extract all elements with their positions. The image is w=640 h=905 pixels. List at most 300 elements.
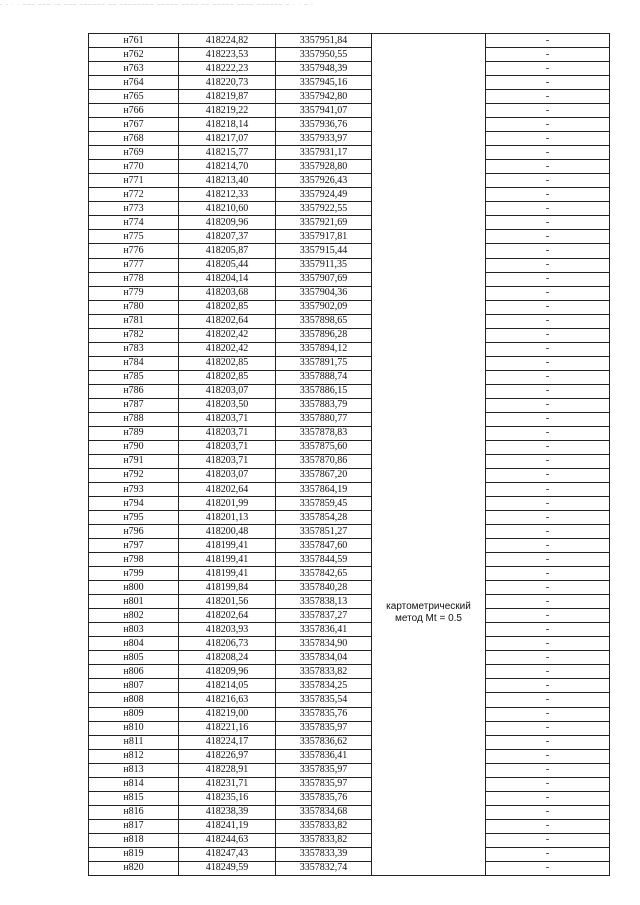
error-cell: - [486, 553, 610, 567]
point-id-cell: н786 [89, 384, 179, 398]
y-coordinate-cell: 3357917,81 [276, 230, 372, 244]
y-coordinate-cell: 3357834,68 [276, 805, 372, 819]
y-coordinate-cell: 3357836,62 [276, 735, 372, 749]
point-id-cell: н813 [89, 763, 179, 777]
table-row [89, 595, 610, 609]
error-cell: - [486, 819, 610, 833]
y-coordinate-cell: 3357832,74 [276, 861, 372, 875]
y-coordinate-cell: 3357842,65 [276, 567, 372, 581]
error-cell: - [486, 216, 610, 230]
error-cell: - [486, 721, 610, 735]
error-cell: - [486, 735, 610, 749]
error-cell: - [486, 244, 610, 258]
error-cell: - [486, 356, 610, 370]
y-coordinate-cell: 3357950,55 [276, 48, 372, 62]
table-row [89, 861, 610, 875]
point-id-cell: н770 [89, 160, 179, 174]
table-row [89, 244, 610, 258]
table-row [89, 567, 610, 581]
x-coordinate-cell: 418228,91 [179, 763, 276, 777]
error-cell: - [486, 426, 610, 440]
x-coordinate-cell: 418202,85 [179, 356, 276, 370]
error-cell: - [486, 146, 610, 160]
error-cell: - [486, 525, 610, 539]
point-id-cell: н790 [89, 440, 179, 454]
table-row [89, 300, 610, 314]
x-coordinate-cell: 418199,41 [179, 567, 276, 581]
error-cell: - [486, 174, 610, 188]
x-coordinate-cell: 418203,71 [179, 454, 276, 468]
point-id-cell: н802 [89, 609, 179, 623]
point-id-cell: н791 [89, 454, 179, 468]
y-coordinate-cell: 3357911,35 [276, 258, 372, 272]
y-coordinate-cell: 3357891,75 [276, 356, 372, 370]
x-coordinate-cell: 418202,64 [179, 483, 276, 497]
y-coordinate-cell: 3357834,25 [276, 679, 372, 693]
x-coordinate-cell: 418235,16 [179, 791, 276, 805]
x-coordinate-cell: 418247,43 [179, 847, 276, 861]
y-coordinate-cell: 3357941,07 [276, 104, 372, 118]
y-coordinate-cell: 3357951,84 [276, 34, 372, 48]
y-coordinate-cell: 3357859,45 [276, 497, 372, 511]
x-coordinate-cell: 418202,85 [179, 370, 276, 384]
error-cell: - [486, 286, 610, 300]
table-row [89, 679, 610, 693]
table-row [89, 76, 610, 90]
table-row [89, 34, 610, 48]
y-coordinate-cell: 3357926,43 [276, 174, 372, 188]
x-coordinate-cell: 418202,64 [179, 314, 276, 328]
y-coordinate-cell: 3357948,39 [276, 62, 372, 76]
table-row [89, 777, 610, 791]
point-id-cell: н772 [89, 188, 179, 202]
error-cell: - [486, 468, 610, 482]
y-coordinate-cell: 3357902,09 [276, 300, 372, 314]
point-id-cell: н789 [89, 426, 179, 440]
table-row [89, 749, 610, 763]
error-cell: - [486, 300, 610, 314]
table-row [89, 651, 610, 665]
error-cell: - [486, 160, 610, 174]
point-id-cell: н776 [89, 244, 179, 258]
x-coordinate-cell: 418202,85 [179, 300, 276, 314]
x-coordinate-cell: 418203,71 [179, 440, 276, 454]
method-cell [372, 34, 486, 876]
x-coordinate-cell: 418214,70 [179, 160, 276, 174]
x-coordinate-cell: 418203,71 [179, 426, 276, 440]
table-row [89, 819, 610, 833]
table-row [89, 384, 610, 398]
point-id-cell: н780 [89, 300, 179, 314]
x-coordinate-cell: 418199,41 [179, 553, 276, 567]
point-id-cell: н785 [89, 370, 179, 384]
x-coordinate-cell: 418203,50 [179, 398, 276, 412]
y-coordinate-cell: 3357886,15 [276, 384, 372, 398]
error-cell: - [486, 791, 610, 805]
point-id-cell: н793 [89, 483, 179, 497]
point-id-cell: н792 [89, 468, 179, 482]
error-cell: - [486, 370, 610, 384]
x-coordinate-cell: 418199,41 [179, 539, 276, 553]
point-id-cell: н774 [89, 216, 179, 230]
y-coordinate-cell: 3357836,41 [276, 749, 372, 763]
point-id-cell: н808 [89, 693, 179, 707]
table-row [89, 230, 610, 244]
table-row [89, 160, 610, 174]
error-cell: - [486, 651, 610, 665]
x-coordinate-cell: 418244,63 [179, 833, 276, 847]
y-coordinate-cell: 3357878,83 [276, 426, 372, 440]
error-cell: - [486, 497, 610, 511]
point-id-cell: н767 [89, 118, 179, 132]
x-coordinate-cell: 418201,99 [179, 497, 276, 511]
point-id-cell: н798 [89, 553, 179, 567]
point-id-cell: н800 [89, 581, 179, 595]
x-coordinate-cell: 418222,23 [179, 62, 276, 76]
x-coordinate-cell: 418202,42 [179, 328, 276, 342]
x-coordinate-cell: 418213,40 [179, 174, 276, 188]
error-cell: - [486, 104, 610, 118]
table-row [89, 146, 610, 160]
table-row [89, 370, 610, 384]
x-coordinate-cell: 418231,71 [179, 777, 276, 791]
scan-header-marks: - - · · ––– ––– ·– ––– –––––– –– –––––––– ––––– –––– –– ––––– –––– –––––– – · · – · [0, 2, 315, 8]
y-coordinate-cell: 3357883,79 [276, 398, 372, 412]
table-row [89, 104, 610, 118]
y-coordinate-cell: 3357838,13 [276, 595, 372, 609]
table-row [89, 805, 610, 819]
x-coordinate-cell: 418205,87 [179, 244, 276, 258]
point-id-cell: н812 [89, 749, 179, 763]
x-coordinate-cell: 418210,60 [179, 202, 276, 216]
x-coordinate-cell: 418201,13 [179, 511, 276, 525]
coordinates-table-body [89, 34, 610, 876]
point-id-cell: н768 [89, 132, 179, 146]
error-cell: - [486, 328, 610, 342]
x-coordinate-cell: 418204,14 [179, 272, 276, 286]
error-cell: - [486, 62, 610, 76]
point-id-cell: н777 [89, 258, 179, 272]
x-coordinate-cell: 418212,33 [179, 188, 276, 202]
x-coordinate-cell: 418208,24 [179, 651, 276, 665]
y-coordinate-cell: 3357840,28 [276, 581, 372, 595]
x-coordinate-cell: 418205,44 [179, 258, 276, 272]
table-row [89, 258, 610, 272]
table-row [89, 763, 610, 777]
error-cell: - [486, 384, 610, 398]
y-coordinate-cell: 3357835,97 [276, 777, 372, 791]
y-coordinate-cell: 3357936,76 [276, 118, 372, 132]
y-coordinate-cell: 3357835,54 [276, 693, 372, 707]
y-coordinate-cell: 3357833,82 [276, 819, 372, 833]
y-coordinate-cell: 3357894,12 [276, 342, 372, 356]
point-id-cell: н765 [89, 90, 179, 104]
error-cell: - [486, 412, 610, 426]
x-coordinate-cell: 418218,14 [179, 118, 276, 132]
x-coordinate-cell: 418215,77 [179, 146, 276, 160]
x-coordinate-cell: 418203,07 [179, 384, 276, 398]
coordinates-table [88, 33, 610, 876]
table-row [89, 623, 610, 637]
point-id-cell: н799 [89, 567, 179, 581]
error-cell: - [486, 202, 610, 216]
y-coordinate-cell: 3357931,17 [276, 146, 372, 160]
x-coordinate-cell: 418203,07 [179, 468, 276, 482]
point-id-cell: н820 [89, 861, 179, 875]
point-id-cell: н819 [89, 847, 179, 861]
error-cell: - [486, 48, 610, 62]
y-coordinate-cell: 3357945,16 [276, 76, 372, 90]
x-coordinate-cell: 418249,59 [179, 861, 276, 875]
y-coordinate-cell: 3357942,80 [276, 90, 372, 104]
error-cell: - [486, 679, 610, 693]
error-cell: - [486, 693, 610, 707]
error-cell: - [486, 118, 610, 132]
x-coordinate-cell: 418226,97 [179, 749, 276, 763]
x-coordinate-cell: 418216,63 [179, 693, 276, 707]
x-coordinate-cell: 418219,22 [179, 104, 276, 118]
error-cell: - [486, 805, 610, 819]
point-id-cell: н778 [89, 272, 179, 286]
table-row [89, 581, 610, 595]
x-coordinate-cell: 418238,39 [179, 805, 276, 819]
error-cell: - [486, 90, 610, 104]
table-row [89, 48, 610, 62]
point-id-cell: н783 [89, 342, 179, 356]
point-id-cell: н814 [89, 777, 179, 791]
x-coordinate-cell: 418202,64 [179, 609, 276, 623]
point-id-cell: н818 [89, 833, 179, 847]
point-id-cell: н811 [89, 735, 179, 749]
point-id-cell: н796 [89, 525, 179, 539]
y-coordinate-cell: 3357837,27 [276, 609, 372, 623]
error-cell: - [486, 833, 610, 847]
point-id-cell: н794 [89, 497, 179, 511]
x-coordinate-cell: 418207,37 [179, 230, 276, 244]
error-cell: - [486, 581, 610, 595]
y-coordinate-cell: 3357834,04 [276, 651, 372, 665]
x-coordinate-cell: 418223,53 [179, 48, 276, 62]
table-row [89, 497, 610, 511]
table-row [89, 735, 610, 749]
point-id-cell: н763 [89, 62, 179, 76]
table-row [89, 188, 610, 202]
y-coordinate-cell: 3357896,28 [276, 328, 372, 342]
y-coordinate-cell: 3357864,19 [276, 483, 372, 497]
table-row [89, 426, 610, 440]
error-cell: - [486, 483, 610, 497]
y-coordinate-cell: 3357933,97 [276, 132, 372, 146]
y-coordinate-cell: 3357928,80 [276, 160, 372, 174]
error-cell: - [486, 861, 610, 875]
table-row [89, 412, 610, 426]
y-coordinate-cell: 3357851,27 [276, 525, 372, 539]
y-coordinate-cell: 3357847,60 [276, 539, 372, 553]
table-row [89, 665, 610, 679]
point-id-cell: н784 [89, 356, 179, 370]
error-cell: - [486, 132, 610, 146]
error-cell: - [486, 398, 610, 412]
y-coordinate-cell: 3357834,90 [276, 637, 372, 651]
x-coordinate-cell: 418203,93 [179, 623, 276, 637]
table-row [89, 707, 610, 721]
error-cell: - [486, 847, 610, 861]
error-cell: - [486, 763, 610, 777]
point-id-cell: н807 [89, 679, 179, 693]
table-row [89, 356, 610, 370]
table-row [89, 609, 610, 623]
x-coordinate-cell: 418224,17 [179, 735, 276, 749]
y-coordinate-cell: 3357915,44 [276, 244, 372, 258]
error-cell: - [486, 272, 610, 286]
x-coordinate-cell: 418220,73 [179, 76, 276, 90]
table-row [89, 637, 610, 651]
error-cell: - [486, 539, 610, 553]
table-row [89, 440, 610, 454]
error-cell: - [486, 440, 610, 454]
table-row [89, 202, 610, 216]
error-cell: - [486, 595, 610, 609]
table-row [89, 286, 610, 300]
table-row [89, 342, 610, 356]
point-id-cell: н809 [89, 707, 179, 721]
table-row [89, 398, 610, 412]
point-id-cell: н761 [89, 34, 179, 48]
y-coordinate-cell: 3357835,97 [276, 763, 372, 777]
method-name: картометрический [386, 601, 471, 613]
table-row [89, 833, 610, 847]
point-id-cell: н775 [89, 230, 179, 244]
table-row [89, 90, 610, 104]
point-id-cell: н762 [89, 48, 179, 62]
x-coordinate-cell: 418206,73 [179, 637, 276, 651]
error-cell: - [486, 314, 610, 328]
y-coordinate-cell: 3357921,69 [276, 216, 372, 230]
point-id-cell: н815 [89, 791, 179, 805]
table-row [89, 62, 610, 76]
error-cell: - [486, 777, 610, 791]
error-cell: - [486, 511, 610, 525]
table-row [89, 454, 610, 468]
table-row [89, 721, 610, 735]
x-coordinate-cell: 418221,16 [179, 721, 276, 735]
table-row [89, 525, 610, 539]
y-coordinate-cell: 3357833,82 [276, 665, 372, 679]
error-cell: - [486, 707, 610, 721]
table-row [89, 272, 610, 286]
table-row [89, 791, 610, 805]
point-id-cell: н810 [89, 721, 179, 735]
error-cell: - [486, 188, 610, 202]
error-cell: - [486, 230, 610, 244]
error-cell: - [486, 637, 610, 651]
table-row [89, 539, 610, 553]
point-id-cell: н781 [89, 314, 179, 328]
y-coordinate-cell: 3357870,86 [276, 454, 372, 468]
point-id-cell: н787 [89, 398, 179, 412]
point-id-cell: н817 [89, 819, 179, 833]
error-cell: - [486, 454, 610, 468]
y-coordinate-cell: 3357835,76 [276, 791, 372, 805]
point-id-cell: н771 [89, 174, 179, 188]
point-id-cell: н766 [89, 104, 179, 118]
x-coordinate-cell: 418209,96 [179, 216, 276, 230]
table-row [89, 693, 610, 707]
y-coordinate-cell: 3357835,97 [276, 721, 372, 735]
x-coordinate-cell: 418203,71 [179, 412, 276, 426]
y-coordinate-cell: 3357867,20 [276, 468, 372, 482]
x-coordinate-cell: 418214,05 [179, 679, 276, 693]
x-coordinate-cell: 418199,84 [179, 581, 276, 595]
x-coordinate-cell: 418200,48 [179, 525, 276, 539]
y-coordinate-cell: 3357880,77 [276, 412, 372, 426]
point-id-cell: н782 [89, 328, 179, 342]
y-coordinate-cell: 3357888,74 [276, 370, 372, 384]
y-coordinate-cell: 3357854,28 [276, 511, 372, 525]
x-coordinate-cell: 418201,56 [179, 595, 276, 609]
y-coordinate-cell: 3357833,39 [276, 847, 372, 861]
y-coordinate-cell: 3357904,36 [276, 286, 372, 300]
point-id-cell: н764 [89, 76, 179, 90]
point-id-cell: н779 [89, 286, 179, 300]
error-cell: - [486, 623, 610, 637]
error-cell: - [486, 76, 610, 90]
table-row [89, 174, 610, 188]
y-coordinate-cell: 3357836,41 [276, 623, 372, 637]
y-coordinate-cell: 3357907,69 [276, 272, 372, 286]
point-id-cell: н769 [89, 146, 179, 160]
table-row [89, 847, 610, 861]
y-coordinate-cell: 3357922,55 [276, 202, 372, 216]
table-row [89, 132, 610, 146]
x-coordinate-cell: 418203,68 [179, 286, 276, 300]
table-row [89, 118, 610, 132]
x-coordinate-cell: 418219,87 [179, 90, 276, 104]
y-coordinate-cell: 3357833,82 [276, 833, 372, 847]
point-id-cell: н773 [89, 202, 179, 216]
x-coordinate-cell: 418217,07 [179, 132, 276, 146]
error-cell: - [486, 258, 610, 272]
y-coordinate-cell: 3357835,76 [276, 707, 372, 721]
y-coordinate-cell: 3357898,65 [276, 314, 372, 328]
x-coordinate-cell: 418202,42 [179, 342, 276, 356]
error-cell: - [486, 609, 610, 623]
point-id-cell: н804 [89, 637, 179, 651]
point-id-cell: н801 [89, 595, 179, 609]
y-coordinate-cell: 3357844,59 [276, 553, 372, 567]
x-coordinate-cell: 418224,82 [179, 34, 276, 48]
x-coordinate-cell: 418219,00 [179, 707, 276, 721]
error-cell: - [486, 665, 610, 679]
error-cell: - [486, 342, 610, 356]
point-id-cell: н806 [89, 665, 179, 679]
point-id-cell: н795 [89, 511, 179, 525]
y-coordinate-cell: 3357924,49 [276, 188, 372, 202]
error-cell: - [486, 567, 610, 581]
table-row [89, 328, 610, 342]
y-coordinate-cell: 3357875,60 [276, 440, 372, 454]
error-cell: - [486, 34, 610, 48]
x-coordinate-cell: 418209,96 [179, 665, 276, 679]
point-id-cell: н803 [89, 623, 179, 637]
table-row [89, 314, 610, 328]
table-row [89, 483, 610, 497]
method-accuracy: метод Mt = 0.5 [395, 613, 462, 625]
table-row [89, 553, 610, 567]
table-row [89, 216, 610, 230]
x-coordinate-cell: 418241,19 [179, 819, 276, 833]
point-id-cell: н816 [89, 805, 179, 819]
